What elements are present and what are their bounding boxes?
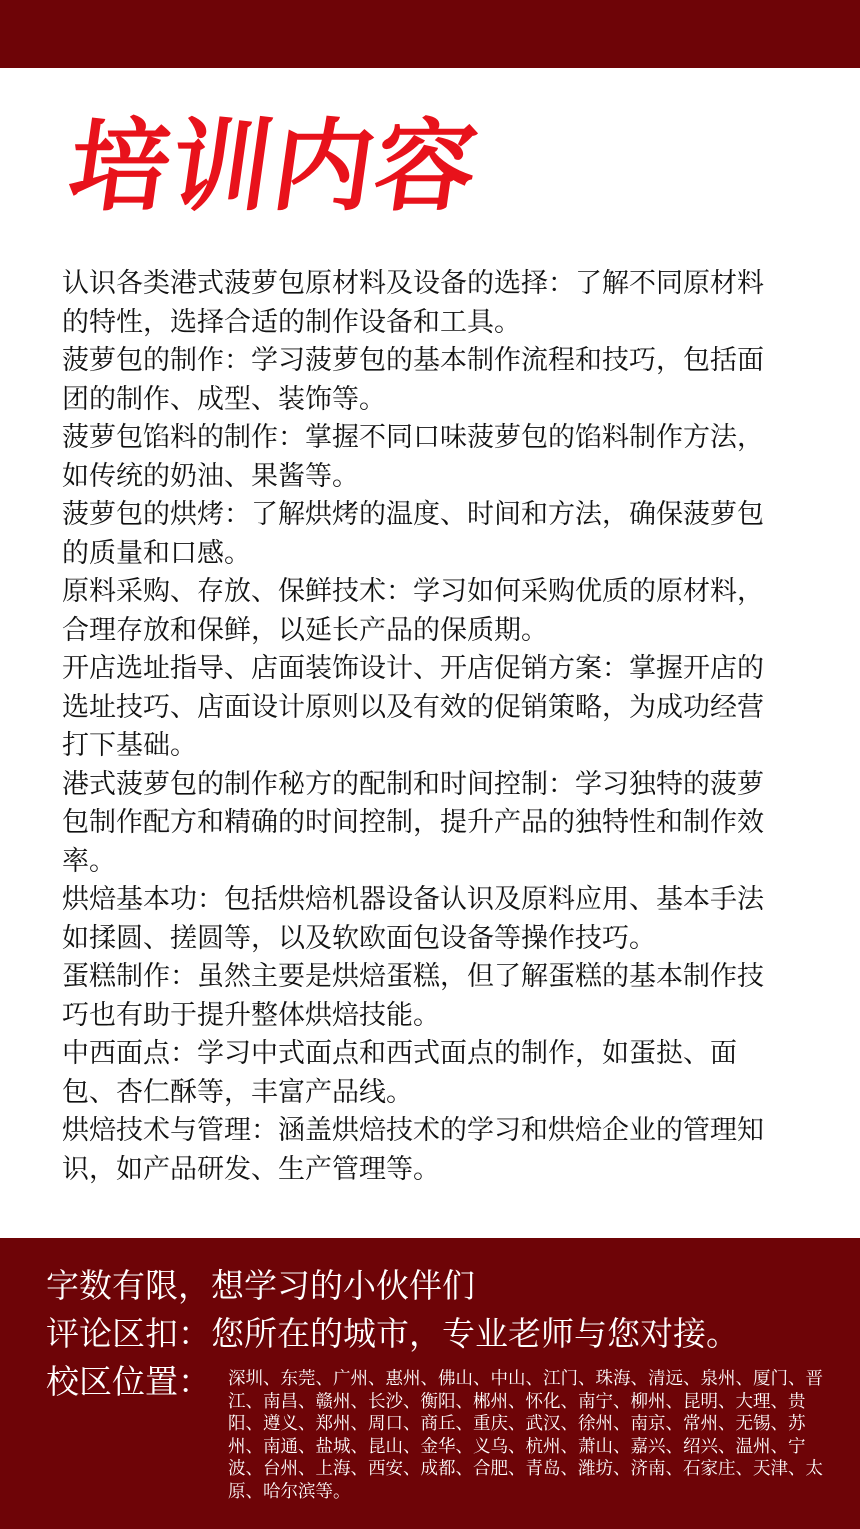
content-item: 烘焙技术与管理：涵盖烘焙技术的学习和烘焙企业的管理知识，如产品研发、生产管理等。 (62, 1115, 764, 1185)
content-item: 菠萝包馅料的制作：掌握不同口味菠萝包的馅料制作方法，如传统的奶油、果酱等。 (62, 422, 764, 492)
content-item: 烘焙基本功：包括烘焙机器设备认识及原料应用、基本手法如揉圆、搓圆等，以及软欧面包设备等操作技巧。 (62, 884, 764, 954)
content-item: 菠萝包的制作：学习菠萝包的基本制作流程和技巧，包括面团的制作、成型、装饰等。 (62, 345, 764, 415)
campus-label: 校区位置： (46, 1362, 211, 1401)
content-item: 中西面点：学习中式面点和西式面点的制作，如蛋挞、面包、杏仁酥等，丰富产品线。 (62, 1038, 737, 1108)
content-item: 原料采购、存放、保鲜技术：学习如何采购优质的原材料，合理存放和保鲜，以延长产品的保质期。 (62, 576, 764, 646)
content-item: 菠萝包的烘烤：了解烘烤的温度、时间和方法，确保菠萝包的质量和口感。 (62, 499, 764, 569)
footer-band (0, 1238, 860, 1529)
footer-line-comment: 评论区扣：您所在的城市，专业老师与您对接。 (46, 1314, 739, 1353)
page-title: 培训内容 (61, 108, 487, 225)
top-banner-band (0, 0, 860, 68)
campus-city-list: 深圳、东莞、广州、惠州、佛山、中山、江门、珠海、清远、泉州、厦门、晋江、南昌、赣州、长沙、衡阳、郴州、怀化、南宁、柳州、昆明、大理、贵阳、遵义、郑州、周口、商丘、重庆、武汉、徐州、南京、常州、无锡、苏州、南通、盐城、昆山、金华、义乌、杭州、萧山、嘉兴、绍兴、温州、宁波、台州、上海、西安、成都、合肥、青岛、潍坊、济南、石家庄、天津、太原、哈尔滨等。 (228, 1369, 823, 1502)
content-item: 蛋糕制作：虽然主要是烘焙蛋糕，但了解蛋糕的基本制作技巧也有助于提升整体烘焙技能。 (62, 961, 764, 1031)
content-item: 开店选址指导、店面装饰设计、开店促销方案：掌握开店的选址技巧、店面设计原则以及有效的促销策略，为成功经营打下基础。 (62, 653, 764, 761)
content-item: 港式菠萝包的制作秘方的配制和时间控制：学习独特的菠萝包制作配方和精确的时间控制，提升产品的独特性和制作效率。 (62, 768, 764, 877)
content-item: 认识各类港式菠萝包原材料及设备的选择：了解不同原材料的特性，选择合适的制作设备和工具。 (62, 268, 764, 338)
footer-line-invite: 字数有限，想学习的小伙伴们 (46, 1266, 475, 1305)
training-content-list (62, 265, 774, 1189)
